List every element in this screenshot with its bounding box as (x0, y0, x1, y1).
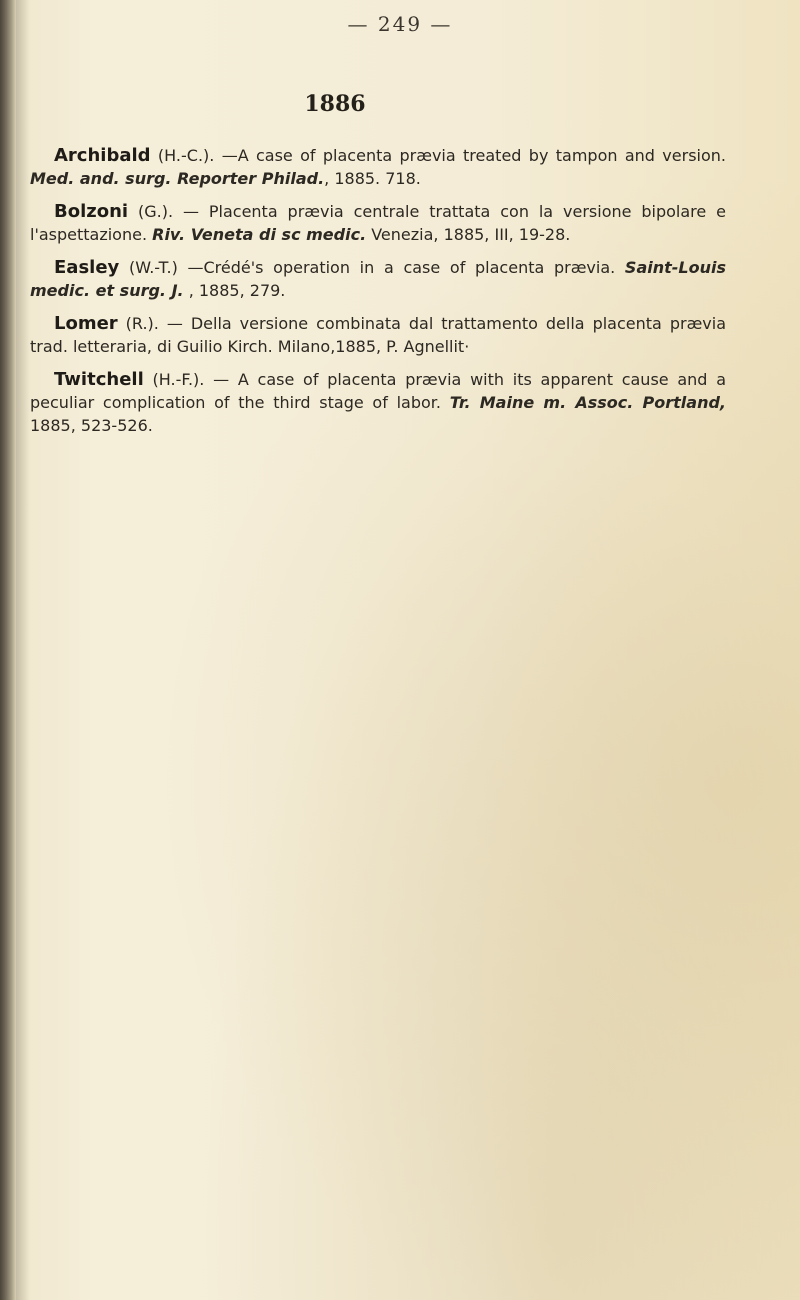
bibliography-entry (30, 368, 726, 437)
bibliography-entry (30, 312, 726, 358)
entry-title: — Della versione combinata dal trattamento della placenta prævia trad. letteraria, di Guilio Kirch. Milano,1885, P. Agnellit· (30, 314, 726, 356)
entry-author: Bolzoni (54, 201, 129, 222)
entry-journal: Riv. Veneta di sc medic. (152, 225, 367, 244)
bibliography-entry (30, 200, 726, 246)
entry-details: 1885, 523-526. (30, 416, 153, 435)
page-binding-shadow (16, 0, 30, 1300)
entry-initials: (R.). (125, 314, 159, 333)
entry-details: , 1885. 718. (324, 169, 421, 188)
entry-title: — A case of placenta prævia with its apparent cause and a peculiar complication of the third stage of labor. (30, 370, 726, 412)
entry-initials: (G.). (138, 202, 174, 221)
entry-journal: Tr. Maine m. Assoc. Portland, (449, 393, 726, 412)
entry-title: — Placenta prævia centrale trattata con la versione bipolare e l'aspettazione. (30, 202, 726, 244)
entry-title: —A case of placenta prævia treated by tampon and version. (214, 146, 726, 165)
entry-journal: Saint-Louis medic. et surg. J. (30, 258, 726, 300)
entry-initials: (H.-F.). (152, 370, 205, 389)
entry-author: Easley (54, 257, 120, 278)
bibliography-entry (30, 144, 726, 190)
bibliography-list (30, 144, 726, 447)
entry-author: Lomer (54, 313, 118, 334)
entry-author: Twitchell (54, 369, 144, 390)
entry-title: —Crédé's operation in a case of placenta prævia. (177, 258, 625, 277)
entry-journal: Med. and. surg. Reporter Philad. (30, 169, 325, 188)
page-number: — 249 — (347, 12, 453, 36)
entry-details: , 1885, 279. (183, 281, 286, 300)
entry-initials: (H.-C.). (157, 146, 215, 165)
bibliography-entry (30, 256, 726, 302)
entry-author: Archibald (54, 145, 151, 166)
entry-details: Venezia, 1885, III, 19-28. (366, 225, 571, 244)
entry-initials: (W.-T.) (128, 258, 178, 277)
page-binding-edge (0, 0, 16, 1300)
year-heading: 1886 (304, 91, 366, 117)
